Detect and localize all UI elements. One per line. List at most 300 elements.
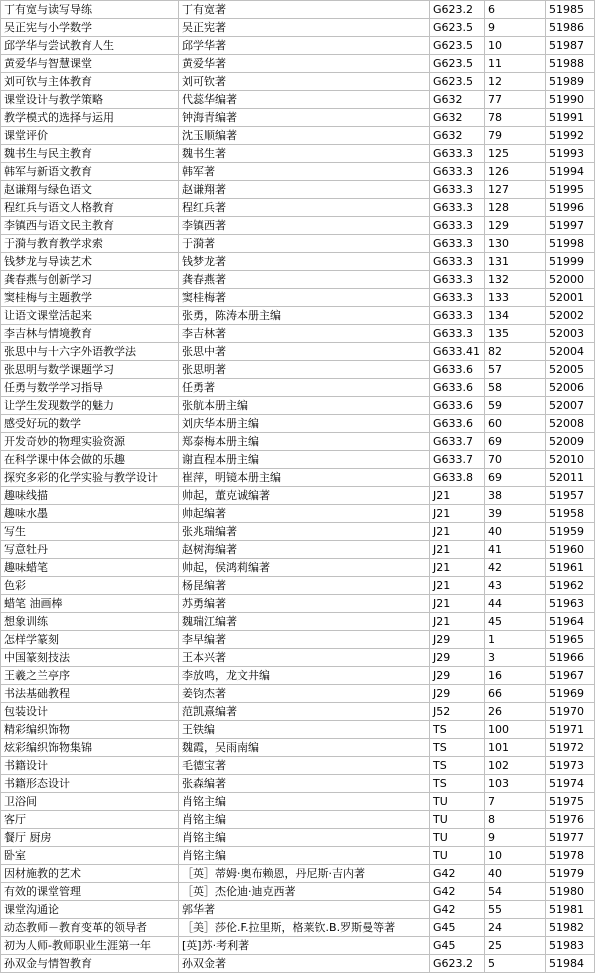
table-row: [1, 451, 595, 469]
book-title-cell: 李吉林与情境教育: [1, 325, 179, 343]
table-row: [1, 469, 595, 487]
record-id-cell: 51975: [546, 793, 595, 811]
book-title-cell: 魏书生与民主教育: [1, 145, 179, 163]
record-id-cell: 51994: [546, 163, 595, 181]
author-cell: 肖铭主编: [179, 829, 430, 847]
book-title-cell: 课堂沟通论: [1, 901, 179, 919]
classification-cell: G633.41: [430, 343, 485, 361]
book-title-cell: 李镇西与语文民主教育: [1, 217, 179, 235]
book-title-cell: 韩军与新语文教育: [1, 163, 179, 181]
book-title-cell: 任勇与数学学习指导: [1, 379, 179, 397]
classification-cell: J21: [430, 577, 485, 595]
author-cell: 王本兴著: [179, 649, 430, 667]
author-cell: 张航本册主编: [179, 397, 430, 415]
book-title-cell: 初为人师-教师职业生涯第一年: [1, 937, 179, 955]
book-title-cell: 开发奇妙的物理实验资源: [1, 433, 179, 451]
classification-cell: G623.2: [430, 1, 485, 19]
classification-cell: TS: [430, 721, 485, 739]
classification-cell: G633.3: [430, 235, 485, 253]
table-row: [1, 847, 595, 865]
table-row: [1, 793, 595, 811]
volume-number-cell: 129: [485, 217, 546, 235]
book-title-cell: 有效的课堂管理: [1, 883, 179, 901]
volume-number-cell: 100: [485, 721, 546, 739]
volume-number-cell: 135: [485, 325, 546, 343]
book-title-cell: 怎样学篆刻: [1, 631, 179, 649]
table-row: [1, 235, 595, 253]
classification-cell: J21: [430, 541, 485, 559]
classification-cell: J29: [430, 649, 485, 667]
record-id-cell: 51987: [546, 37, 595, 55]
record-id-cell: 52006: [546, 379, 595, 397]
author-cell: 姜钧杰著: [179, 685, 430, 703]
author-cell: 肖铭主编: [179, 811, 430, 829]
table-row: [1, 289, 595, 307]
volume-number-cell: 9: [485, 829, 546, 847]
author-cell: 刘庆华本册主编: [179, 415, 430, 433]
record-id-cell: 51983: [546, 937, 595, 955]
classification-cell: G42: [430, 901, 485, 919]
volume-number-cell: 25: [485, 937, 546, 955]
classification-cell: G42: [430, 865, 485, 883]
book-title-cell: 因材施教的艺术: [1, 865, 179, 883]
classification-cell: G632: [430, 109, 485, 127]
record-id-cell: 51999: [546, 253, 595, 271]
volume-number-cell: 8: [485, 811, 546, 829]
book-title-cell: 书籍设计: [1, 757, 179, 775]
author-cell: 孙双金著: [179, 955, 430, 973]
volume-number-cell: 38: [485, 487, 546, 505]
table-row: [1, 775, 595, 793]
classification-cell: G45: [430, 937, 485, 955]
table-row: [1, 577, 595, 595]
author-cell: 于漪著: [179, 235, 430, 253]
volume-number-cell: 77: [485, 91, 546, 109]
author-cell: 代蕊华编著: [179, 91, 430, 109]
record-id-cell: 51996: [546, 199, 595, 217]
classification-cell: G633.3: [430, 253, 485, 271]
volume-number-cell: 78: [485, 109, 546, 127]
author-cell: 帅起，侯鸿莉编著: [179, 559, 430, 577]
classification-cell: TU: [430, 793, 485, 811]
author-cell: 黄爱华著: [179, 55, 430, 73]
table-row: [1, 595, 595, 613]
classification-cell: J21: [430, 559, 485, 577]
table-row: [1, 379, 595, 397]
book-title-cell: 书籍形态设计: [1, 775, 179, 793]
volume-number-cell: 59: [485, 397, 546, 415]
author-cell: 魏书生著: [179, 145, 430, 163]
classification-cell: G633.6: [430, 415, 485, 433]
record-id-cell: 51958: [546, 505, 595, 523]
classification-cell: G633.3: [430, 181, 485, 199]
book-title-cell: 程红兵与语文人格教育: [1, 199, 179, 217]
book-title-cell: 刘可钦与主体教育: [1, 73, 179, 91]
table-row: [1, 865, 595, 883]
volume-number-cell: 103: [485, 775, 546, 793]
volume-number-cell: 42: [485, 559, 546, 577]
author-cell: 任勇著: [179, 379, 430, 397]
volume-number-cell: 70: [485, 451, 546, 469]
author-cell: 刘可钦著: [179, 73, 430, 91]
table-row: [1, 145, 595, 163]
author-cell: 苏勇编著: [179, 595, 430, 613]
author-cell: 范凯熹编著: [179, 703, 430, 721]
classification-cell: G633.7: [430, 433, 485, 451]
volume-number-cell: 130: [485, 235, 546, 253]
author-cell: 程红兵著: [179, 199, 430, 217]
volume-number-cell: 7: [485, 793, 546, 811]
record-id-cell: 52001: [546, 289, 595, 307]
book-title-cell: 趣味蜡笔: [1, 559, 179, 577]
book-title-cell: 吴正宪与小学数学: [1, 19, 179, 37]
table-row: [1, 703, 595, 721]
record-id-cell: 51990: [546, 91, 595, 109]
volume-number-cell: 45: [485, 613, 546, 631]
classification-cell: G633.8: [430, 469, 485, 487]
book-title-cell: 赵谦翔与绿色语文: [1, 181, 179, 199]
author-cell: ［英］杰伦迪·迪克西著: [179, 883, 430, 901]
classification-cell: J21: [430, 613, 485, 631]
table-row: [1, 271, 595, 289]
table-row: [1, 523, 595, 541]
classification-cell: G42: [430, 883, 485, 901]
record-id-cell: 52009: [546, 433, 595, 451]
volume-number-cell: 54: [485, 883, 546, 901]
record-id-cell: 51964: [546, 613, 595, 631]
classification-cell: G633.3: [430, 163, 485, 181]
record-id-cell: 51974: [546, 775, 595, 793]
record-id-cell: 51957: [546, 487, 595, 505]
book-title-cell: 孙双金与情智教育: [1, 955, 179, 973]
volume-number-cell: 44: [485, 595, 546, 613]
volume-number-cell: 131: [485, 253, 546, 271]
classification-cell: J21: [430, 505, 485, 523]
table-row: [1, 253, 595, 271]
author-cell: 赵树海编著: [179, 541, 430, 559]
volume-number-cell: 9: [485, 19, 546, 37]
table-row: [1, 685, 595, 703]
author-cell: 钱梦龙著: [179, 253, 430, 271]
book-title-cell: 黄爱华与智慧课堂: [1, 55, 179, 73]
book-title-cell: 精彩编织饰物: [1, 721, 179, 739]
volume-number-cell: 125: [485, 145, 546, 163]
book-title-cell: 餐厅 厨房: [1, 829, 179, 847]
volume-number-cell: 40: [485, 865, 546, 883]
author-cell: 崔萍，明镜本册主编: [179, 469, 430, 487]
record-id-cell: 52007: [546, 397, 595, 415]
author-cell: 韩军著: [179, 163, 430, 181]
book-title-cell: 丁有宽与读写导练: [1, 1, 179, 19]
table-row: [1, 829, 595, 847]
record-id-cell: 51995: [546, 181, 595, 199]
classification-cell: J52: [430, 703, 485, 721]
table-row: [1, 361, 595, 379]
record-id-cell: 51962: [546, 577, 595, 595]
table-row: [1, 487, 595, 505]
book-title-cell: 龚春燕与创新学习: [1, 271, 179, 289]
book-title-cell: 王羲之兰亭序: [1, 667, 179, 685]
volume-number-cell: 10: [485, 37, 546, 55]
record-id-cell: 51965: [546, 631, 595, 649]
book-title-cell: 课堂评价: [1, 127, 179, 145]
book-title-cell: 书法基础教程: [1, 685, 179, 703]
author-cell: 帅起编著: [179, 505, 430, 523]
table-row: [1, 73, 595, 91]
book-title-cell: 色彩: [1, 577, 179, 595]
classification-cell: TU: [430, 847, 485, 865]
classification-cell: G623.5: [430, 55, 485, 73]
volume-number-cell: 127: [485, 181, 546, 199]
author-cell: 钟海青编著: [179, 109, 430, 127]
author-cell: 邱学华著: [179, 37, 430, 55]
record-id-cell: 51982: [546, 919, 595, 937]
author-cell: 郭华著: [179, 901, 430, 919]
record-id-cell: 51970: [546, 703, 595, 721]
volume-number-cell: 41: [485, 541, 546, 559]
record-id-cell: 51966: [546, 649, 595, 667]
author-cell: 李放鸣，龙文井编: [179, 667, 430, 685]
author-cell: 吴正宪著: [179, 19, 430, 37]
classification-cell: G623.2: [430, 955, 485, 973]
volume-number-cell: 3: [485, 649, 546, 667]
book-title-cell: 卫浴间: [1, 793, 179, 811]
record-id-cell: 52000: [546, 271, 595, 289]
book-title-cell: 包装设计: [1, 703, 179, 721]
record-id-cell: 51969: [546, 685, 595, 703]
book-title-cell: 在科学课中体会做的乐趣: [1, 451, 179, 469]
author-cell: 张森编著: [179, 775, 430, 793]
book-title-cell: 钱梦龙与导读艺术: [1, 253, 179, 271]
table-row: [1, 55, 595, 73]
author-cell: 毛德宝著: [179, 757, 430, 775]
table-row: [1, 127, 595, 145]
classification-cell: TS: [430, 739, 485, 757]
author-cell: 丁有宽著: [179, 1, 430, 19]
author-cell: 沈玉顺编著: [179, 127, 430, 145]
record-id-cell: 51961: [546, 559, 595, 577]
table-row: [1, 397, 595, 415]
record-id-cell: 51988: [546, 55, 595, 73]
volume-number-cell: 101: [485, 739, 546, 757]
author-cell: 李早编著: [179, 631, 430, 649]
volume-number-cell: 134: [485, 307, 546, 325]
record-id-cell: 51984: [546, 955, 595, 973]
table-row: [1, 757, 595, 775]
classification-cell: TS: [430, 775, 485, 793]
record-id-cell: 52010: [546, 451, 595, 469]
classification-cell: G633.3: [430, 325, 485, 343]
record-id-cell: 52003: [546, 325, 595, 343]
record-id-cell: 51977: [546, 829, 595, 847]
author-cell: 杨昆编著: [179, 577, 430, 595]
classification-cell: G623.5: [430, 37, 485, 55]
author-cell: 李镇西著: [179, 217, 430, 235]
volume-number-cell: 43: [485, 577, 546, 595]
book-title-cell: 让语文课堂活起来: [1, 307, 179, 325]
table-row: [1, 199, 595, 217]
table-row: [1, 307, 595, 325]
author-cell: [英]苏·考利著: [179, 937, 430, 955]
book-title-cell: 张思明与数学课题学习: [1, 361, 179, 379]
volume-number-cell: 60: [485, 415, 546, 433]
volume-number-cell: 128: [485, 199, 546, 217]
table-row: [1, 91, 595, 109]
classification-cell: J29: [430, 667, 485, 685]
book-title-cell: 中国篆刻技法: [1, 649, 179, 667]
table-row: [1, 919, 595, 937]
classification-cell: TU: [430, 829, 485, 847]
author-cell: 张兆瑞编著: [179, 523, 430, 541]
table-row: [1, 559, 595, 577]
book-title-cell: 卧室: [1, 847, 179, 865]
classification-cell: G633.3: [430, 271, 485, 289]
table-row: [1, 883, 595, 901]
classification-cell: G633.3: [430, 217, 485, 235]
volume-number-cell: 58: [485, 379, 546, 397]
table-row: [1, 613, 595, 631]
volume-number-cell: 55: [485, 901, 546, 919]
author-cell: 郑泰梅本册主编: [179, 433, 430, 451]
classification-cell: G623.5: [430, 19, 485, 37]
book-title-cell: 蜡笔 油画棒: [1, 595, 179, 613]
table-row: [1, 739, 595, 757]
table-row: [1, 37, 595, 55]
book-title-cell: 让学生发现数学的魅力: [1, 397, 179, 415]
book-title-cell: 想象训练: [1, 613, 179, 631]
volume-number-cell: 1: [485, 631, 546, 649]
classification-cell: G623.5: [430, 73, 485, 91]
book-title-cell: 趣味水墨: [1, 505, 179, 523]
author-cell: 赵谦翔著: [179, 181, 430, 199]
author-cell: 肖铭主编: [179, 847, 430, 865]
book-title-cell: 炫彩编织饰物集锦: [1, 739, 179, 757]
table-row: [1, 505, 595, 523]
table-row: [1, 433, 595, 451]
book-title-cell: 感受好玩的数学: [1, 415, 179, 433]
author-cell: 帅起，董克诚编著: [179, 487, 430, 505]
book-title-cell: 动态教师－教育变革的领导者: [1, 919, 179, 937]
volume-number-cell: 39: [485, 505, 546, 523]
author-cell: 魏霞，吴雨南编: [179, 739, 430, 757]
volume-number-cell: 126: [485, 163, 546, 181]
table-row: [1, 163, 595, 181]
author-cell: 李吉林著: [179, 325, 430, 343]
author-cell: 龚春燕著: [179, 271, 430, 289]
volume-number-cell: 6: [485, 1, 546, 19]
record-id-cell: 51980: [546, 883, 595, 901]
author-cell: ［美］莎伦.F.拉里斯，格莱钦.B.罗斯曼等著: [179, 919, 430, 937]
record-id-cell: 51959: [546, 523, 595, 541]
record-id-cell: 51978: [546, 847, 595, 865]
volume-number-cell: 79: [485, 127, 546, 145]
table-row: [1, 217, 595, 235]
classification-cell: G45: [430, 919, 485, 937]
book-title-cell: 教学模式的选择与运用: [1, 109, 179, 127]
record-id-cell: 51998: [546, 235, 595, 253]
book-title-cell: 于漪与教育教学求索: [1, 235, 179, 253]
volume-number-cell: 16: [485, 667, 546, 685]
volume-number-cell: 132: [485, 271, 546, 289]
table-row: [1, 1, 595, 19]
record-id-cell: 51960: [546, 541, 595, 559]
classification-cell: G633.3: [430, 307, 485, 325]
volume-number-cell: 10: [485, 847, 546, 865]
classification-cell: G632: [430, 91, 485, 109]
volume-number-cell: 66: [485, 685, 546, 703]
book-title-cell: 写生: [1, 523, 179, 541]
table-row: [1, 19, 595, 37]
volume-number-cell: 57: [485, 361, 546, 379]
classification-cell: G633.6: [430, 397, 485, 415]
table-row: [1, 721, 595, 739]
classification-cell: G632: [430, 127, 485, 145]
classification-cell: J21: [430, 523, 485, 541]
classification-cell: J29: [430, 631, 485, 649]
author-cell: 魏瑞江编著: [179, 613, 430, 631]
table-row: [1, 667, 595, 685]
record-id-cell: 51971: [546, 721, 595, 739]
record-id-cell: 51976: [546, 811, 595, 829]
table-row: [1, 415, 595, 433]
author-cell: 窦桂梅著: [179, 289, 430, 307]
book-title-cell: 张思中与十六字外语教学法: [1, 343, 179, 361]
record-id-cell: 51992: [546, 127, 595, 145]
table-row: [1, 109, 595, 127]
record-id-cell: 51991: [546, 109, 595, 127]
classification-cell: J29: [430, 685, 485, 703]
author-cell: 张思明著: [179, 361, 430, 379]
record-id-cell: 51972: [546, 739, 595, 757]
classification-cell: G633.3: [430, 145, 485, 163]
record-id-cell: 51989: [546, 73, 595, 91]
classification-cell: J21: [430, 595, 485, 613]
table-row: [1, 649, 595, 667]
table-row: [1, 343, 595, 361]
classification-cell: TU: [430, 811, 485, 829]
record-id-cell: 52008: [546, 415, 595, 433]
table-row: [1, 955, 595, 973]
classification-cell: G633.6: [430, 361, 485, 379]
table-row: [1, 937, 595, 955]
volume-number-cell: 5: [485, 955, 546, 973]
record-id-cell: 52002: [546, 307, 595, 325]
record-id-cell: 52011: [546, 469, 595, 487]
volume-number-cell: 69: [485, 433, 546, 451]
author-cell: 张思中著: [179, 343, 430, 361]
book-title-cell: 趣味线描: [1, 487, 179, 505]
classification-cell: G633.6: [430, 379, 485, 397]
volume-number-cell: 69: [485, 469, 546, 487]
volume-number-cell: 82: [485, 343, 546, 361]
record-id-cell: 51963: [546, 595, 595, 613]
author-cell: 谢直程本册主编: [179, 451, 430, 469]
record-id-cell: 52005: [546, 361, 595, 379]
book-title-cell: 客厅: [1, 811, 179, 829]
record-id-cell: 51981: [546, 901, 595, 919]
author-cell: 张勇，陈涛本册主编: [179, 307, 430, 325]
book-title-cell: 写意牡丹: [1, 541, 179, 559]
author-cell: 肖铭主编: [179, 793, 430, 811]
volume-number-cell: 26: [485, 703, 546, 721]
volume-number-cell: 11: [485, 55, 546, 73]
table-row: [1, 901, 595, 919]
book-title-cell: 窦桂梅与主题教学: [1, 289, 179, 307]
table-row: [1, 811, 595, 829]
record-id-cell: 51967: [546, 667, 595, 685]
table-body: [1, 1, 595, 973]
classification-cell: G633.3: [430, 289, 485, 307]
